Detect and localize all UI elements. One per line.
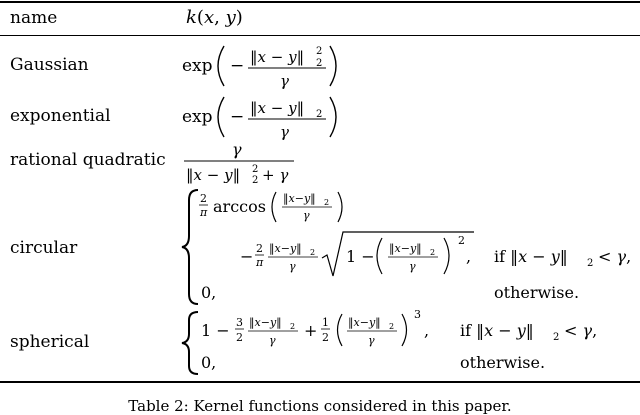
formula-circular <box>182 190 631 304</box>
svg-text:γ: γ <box>269 334 276 347</box>
svg-text:‖x−y‖: ‖x−y‖ <box>249 316 282 329</box>
svg-text:2: 2 <box>458 234 465 247</box>
svg-text:if ‖x − y‖: if ‖x − y‖ <box>494 247 568 266</box>
svg-text:γ: γ <box>409 260 416 273</box>
svg-text:γ: γ <box>280 123 289 141</box>
svg-text:3: 3 <box>236 316 243 329</box>
formula-spherical <box>182 308 597 374</box>
svg-text:2: 2 <box>316 109 323 120</box>
svg-text:2: 2 <box>553 332 560 343</box>
row-name-rational-quadratic: rational quadratic <box>10 150 166 170</box>
svg-text:2: 2 <box>316 46 323 57</box>
formula-gaussian <box>182 46 336 90</box>
svg-text:2: 2 <box>252 175 259 186</box>
svg-text:< γ,: < γ, <box>564 321 598 340</box>
svg-text:−: − <box>230 56 245 76</box>
svg-text:‖x−y‖: ‖x−y‖ <box>283 192 316 205</box>
svg-text:1 −: 1 − <box>201 321 230 340</box>
svg-text:γ: γ <box>232 140 242 159</box>
svg-text:1: 1 <box>322 316 329 329</box>
svg-text:2: 2 <box>316 58 323 69</box>
svg-text:1 −: 1 − <box>346 247 375 266</box>
svg-text:exp: exp <box>182 107 213 127</box>
svg-text:2: 2 <box>200 192 207 205</box>
svg-text:2: 2 <box>310 248 316 257</box>
svg-text:−: − <box>230 107 245 127</box>
svg-text:0,: 0, <box>201 353 217 372</box>
svg-text:2: 2 <box>430 248 436 257</box>
svg-text:‖x − y‖: ‖x − y‖ <box>250 48 305 66</box>
svg-text:3: 3 <box>414 308 421 321</box>
svg-text:π: π <box>256 256 264 269</box>
row-name-circular: circular <box>10 238 78 258</box>
table-caption: Table 2: Kernel functions considered in this paper. <box>128 397 512 415</box>
svg-text:2: 2 <box>256 242 263 255</box>
svg-text:< γ,: < γ, <box>598 247 632 266</box>
svg-text:‖x − y‖: ‖x − y‖ <box>186 166 241 184</box>
row-name-spherical: spherical <box>10 332 90 352</box>
svg-text:2: 2 <box>252 164 259 175</box>
svg-text:2: 2 <box>322 331 329 344</box>
formula-rational-quadratic <box>184 140 294 186</box>
svg-text:arccos: arccos <box>213 197 266 216</box>
row-name-gaussian: Gaussian <box>10 55 89 75</box>
svg-text:if ‖x − y‖: if ‖x − y‖ <box>460 321 534 340</box>
svg-text:π: π <box>200 206 208 219</box>
svg-text:2: 2 <box>324 198 330 207</box>
svg-text:‖x−y‖: ‖x−y‖ <box>389 242 422 255</box>
svg-text:γ: γ <box>303 209 310 222</box>
svg-text:2: 2 <box>587 258 594 269</box>
formula-exponential <box>182 97 336 141</box>
svg-text:γ: γ <box>289 260 296 273</box>
svg-text:2: 2 <box>389 322 395 331</box>
svg-text:‖x − y‖: ‖x − y‖ <box>250 99 305 117</box>
header-kernel: k(x, y) <box>186 7 243 28</box>
svg-text:0,: 0, <box>201 283 217 302</box>
svg-text:γ: γ <box>368 334 375 347</box>
row-name-exponential: exponential <box>10 106 111 126</box>
svg-text:otherwise.: otherwise. <box>494 283 580 302</box>
svg-text:,: , <box>424 321 430 340</box>
svg-text:otherwise.: otherwise. <box>460 353 546 372</box>
svg-text:exp: exp <box>182 56 213 76</box>
svg-text:2: 2 <box>290 322 296 331</box>
svg-text:+ γ: + γ <box>262 166 289 184</box>
svg-text:,: , <box>466 247 472 266</box>
header-name: name <box>10 8 58 28</box>
svg-text:‖x−y‖: ‖x−y‖ <box>348 316 381 329</box>
svg-text:−: − <box>240 247 254 266</box>
svg-text:2: 2 <box>236 331 243 344</box>
svg-text:+: + <box>304 321 318 340</box>
svg-text:γ: γ <box>280 72 289 90</box>
svg-text:‖x−y‖: ‖x−y‖ <box>269 242 302 255</box>
